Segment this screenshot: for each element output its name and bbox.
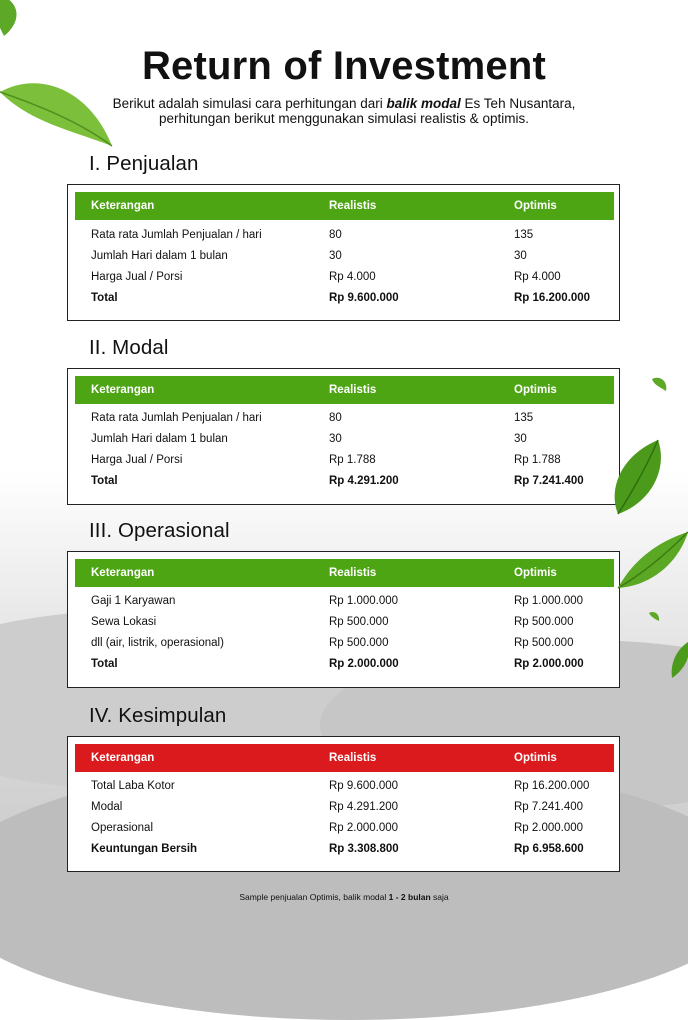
- column-header-keterangan: Keterangan: [91, 752, 155, 764]
- cell-label: Keuntungan Bersih: [91, 843, 198, 855]
- column-header-keterangan: Keterangan: [91, 200, 155, 212]
- table-row: [75, 777, 614, 795]
- table-row: [75, 409, 614, 427]
- cell-label: Harga Jual / Porsi: [91, 271, 183, 283]
- cell-label: Total: [91, 292, 118, 304]
- cell-label: Rata rata Jumlah Penjualan / hari: [91, 229, 262, 241]
- column-header-optimis: Optimis: [514, 200, 557, 212]
- cell-realistis: Rp 3.308.800: [329, 843, 399, 855]
- cell-label: Operasional: [91, 822, 154, 834]
- cell-realistis: Rp 9.600.000: [329, 780, 399, 792]
- table-row: [75, 819, 614, 837]
- cell-realistis: 30: [329, 433, 342, 445]
- column-header-realistis: Realistis: [329, 567, 377, 579]
- cell-label: Total Laba Kotor: [91, 780, 175, 792]
- column-header-realistis: Realistis: [329, 384, 377, 396]
- cell-optimis: Rp 1.788: [514, 454, 561, 466]
- cell-label: dll (air, listrik, operasional): [91, 637, 224, 649]
- cell-optimis: Rp 500.000: [514, 616, 574, 628]
- leaf-icon: [0, 0, 30, 40]
- table-row: [75, 798, 614, 816]
- cell-label: Total: [91, 658, 118, 670]
- table-row: [75, 592, 614, 610]
- table-operasional: [67, 551, 620, 688]
- cell-optimis: Rp 6.958.600: [514, 843, 584, 855]
- cell-label: Gaji 1 Karyawan: [91, 595, 176, 607]
- table-row: [75, 268, 614, 286]
- table-row: [75, 451, 614, 469]
- table-row: [75, 226, 614, 244]
- table-row-total: [75, 840, 614, 858]
- page-title: Return of Investment: [141, 44, 547, 88]
- cell-optimis: Rp 2.000.000: [514, 658, 584, 670]
- leaf-icon: [616, 528, 688, 592]
- cell-optimis: Rp 7.241.400: [514, 475, 584, 487]
- footnote-text: Sample penjualan Optimis, balik modal: [239, 892, 389, 902]
- column-header-optimis: Optimis: [514, 752, 557, 764]
- page-subtitle: [60, 96, 628, 126]
- section-title-kesimpulan: IV. Kesimpulan: [89, 704, 227, 727]
- cell-realistis: Rp 9.600.000: [329, 292, 399, 304]
- cell-realistis: Rp 4.291.200: [329, 475, 399, 487]
- subtitle-text: perhitungan berikut menggunakan simulasi realistis & optimis.: [159, 111, 529, 126]
- cell-optimis: Rp 7.241.400: [514, 801, 584, 813]
- cell-optimis: Rp 1.000.000: [514, 595, 584, 607]
- table-penjualan: [67, 184, 620, 321]
- table-row: [75, 247, 614, 265]
- footnote-emphasis: 1 - 2 bulan: [388, 892, 431, 902]
- cell-optimis: Rp 4.000: [514, 271, 561, 283]
- table-row: [75, 634, 614, 652]
- cell-label: Total: [91, 475, 118, 487]
- cell-label: Harga Jual / Porsi: [91, 454, 183, 466]
- cell-optimis: Rp 2.000.000: [514, 822, 584, 834]
- cell-optimis: Rp 500.000: [514, 637, 574, 649]
- cell-optimis: Rp 16.200.000: [514, 780, 590, 792]
- cell-label: Modal: [91, 801, 123, 813]
- cell-realistis: Rp 1.788: [329, 454, 376, 466]
- cell-optimis: 135: [514, 412, 534, 424]
- cell-realistis: Rp 500.000: [329, 637, 389, 649]
- footnote-text: saja: [430, 892, 449, 902]
- cell-realistis: 30: [329, 250, 342, 262]
- cell-label: Jumlah Hari dalam 1 bulan: [91, 433, 228, 445]
- table-kesimpulan: [67, 736, 620, 872]
- cell-realistis: Rp 2.000.000: [329, 822, 399, 834]
- leaf-icon: [670, 640, 688, 680]
- column-header-realistis: Realistis: [329, 752, 377, 764]
- table-header: [75, 192, 614, 220]
- cell-realistis: Rp 4.291.200: [329, 801, 399, 813]
- cell-realistis: Rp 2.000.000: [329, 658, 399, 670]
- section-title-modal: II. Modal: [89, 336, 169, 359]
- table-header: [75, 559, 614, 587]
- table-row: [75, 613, 614, 631]
- cell-optimis: Rp 16.200.000: [514, 292, 591, 304]
- column-header-keterangan: Keterangan: [91, 384, 155, 396]
- cell-realistis: Rp 1.000.000: [329, 595, 399, 607]
- table-row-total: [75, 655, 614, 673]
- table-row: [75, 430, 614, 448]
- table-header: [75, 376, 614, 404]
- cell-optimis: 30: [514, 433, 527, 445]
- subtitle-emphasis: balik modal: [386, 96, 461, 111]
- table-row-total: [75, 289, 614, 307]
- cell-realistis: 80: [329, 412, 342, 424]
- table-header: [75, 744, 614, 772]
- cell-optimis: 30: [514, 250, 527, 262]
- leaf-icon: [650, 375, 670, 395]
- column-header-keterangan: Keterangan: [91, 567, 155, 579]
- cell-realistis: Rp 500.000: [329, 616, 389, 628]
- leaf-icon: [648, 610, 662, 624]
- table-row-total: [75, 472, 614, 490]
- cell-label: Sewa Lokasi: [91, 616, 157, 628]
- cell-label: Rata rata Jumlah Penjualan / hari: [91, 412, 262, 424]
- table-modal: [67, 368, 620, 505]
- column-header-optimis: Optimis: [514, 384, 557, 396]
- cell-label: Jumlah Hari dalam 1 bulan: [91, 250, 228, 262]
- subtitle-text: Berikut adalah simulasi cara perhitungan dari: [112, 96, 387, 111]
- cell-realistis: 80: [329, 229, 342, 241]
- column-header-optimis: Optimis: [514, 567, 557, 579]
- section-title-operasional: III. Operasional: [89, 519, 230, 542]
- leaf-icon: [606, 438, 664, 516]
- footnote: [0, 892, 688, 902]
- cell-realistis: Rp 4.000: [329, 271, 376, 283]
- section-title-penjualan: I. Penjualan: [89, 152, 199, 175]
- subtitle-text: Es Teh Nusantara,: [460, 96, 576, 111]
- column-header-realistis: Realistis: [329, 200, 377, 212]
- cell-optimis: 135: [514, 229, 534, 241]
